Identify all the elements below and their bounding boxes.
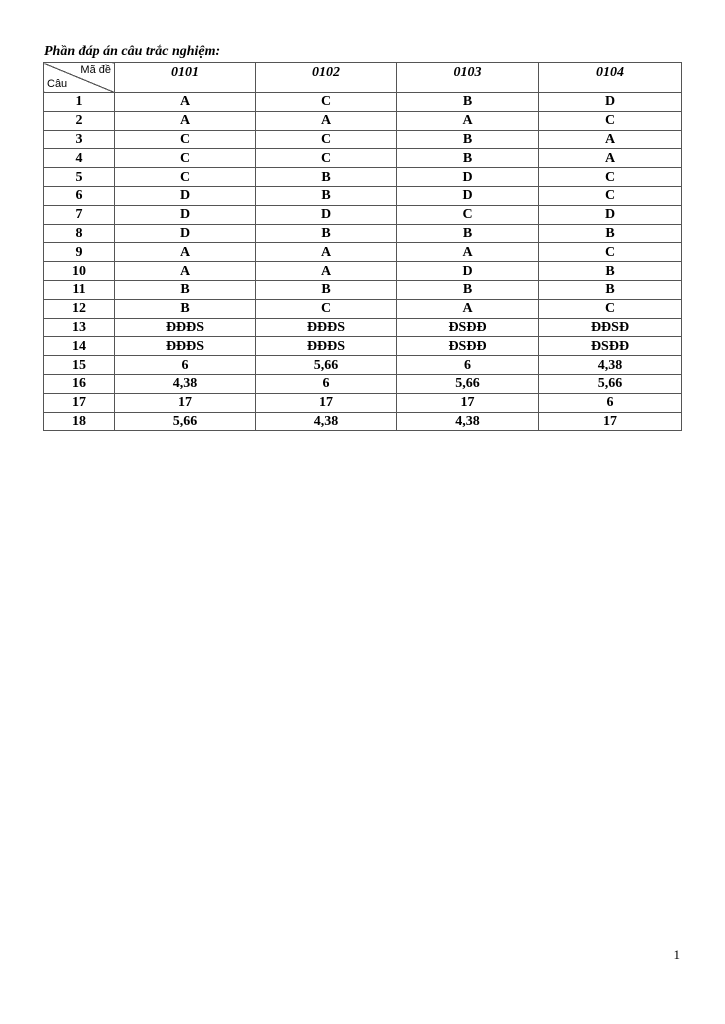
answer-cell: D <box>115 205 256 224</box>
table-row <box>44 93 682 112</box>
answer-cell: 6 <box>256 374 397 393</box>
answer-cell: B <box>256 186 397 205</box>
question-number-cell: 14 <box>44 337 115 356</box>
question-number-cell: 16 <box>44 374 115 393</box>
answer-cell: A <box>256 243 397 262</box>
answer-cell: C <box>397 205 539 224</box>
answer-cell: ĐĐĐS <box>256 337 397 356</box>
exam-code-header: 0101 <box>115 63 256 93</box>
answer-cell: D <box>115 186 256 205</box>
answer-cell: B <box>256 224 397 243</box>
answer-cell: B <box>397 224 539 243</box>
answer-cell: C <box>256 149 397 168</box>
answer-cell: B <box>115 280 256 299</box>
answer-cell: A <box>397 299 539 318</box>
section-title: Phần đáp án câu trắc nghiệm: <box>44 44 221 59</box>
answer-cell: B <box>256 280 397 299</box>
answer-cell: 5,66 <box>115 412 256 431</box>
answer-cell: 17 <box>397 393 539 412</box>
answer-cell: A <box>397 243 539 262</box>
question-number-cell: 18 <box>44 412 115 431</box>
table-row <box>44 393 682 412</box>
answer-cell: B <box>539 262 682 281</box>
answer-cell: A <box>115 111 256 130</box>
answer-cell: B <box>256 168 397 187</box>
answer-cell: C <box>256 93 397 112</box>
table-row <box>44 130 682 149</box>
table-row <box>44 356 682 375</box>
answer-cell: 5,66 <box>397 374 539 393</box>
table-row <box>44 262 682 281</box>
answer-cell: 17 <box>115 393 256 412</box>
answer-cell: B <box>539 224 682 243</box>
answer-cell: A <box>256 111 397 130</box>
answer-cell: A <box>115 262 256 281</box>
table-row <box>44 111 682 130</box>
answer-cell: 4,38 <box>397 412 539 431</box>
answer-cell: D <box>397 186 539 205</box>
question-label: Câu <box>47 78 68 90</box>
table-row <box>44 299 682 318</box>
answer-cell: A <box>115 93 256 112</box>
answer-cell: ĐSĐĐ <box>539 337 682 356</box>
question-number-cell: 15 <box>44 356 115 375</box>
exam-code-header: 0102 <box>256 63 397 93</box>
question-number-cell: 13 <box>44 318 115 337</box>
answer-cell: 5,66 <box>256 356 397 375</box>
answer-cell: ĐĐĐS <box>115 318 256 337</box>
answer-cell: C <box>115 168 256 187</box>
exam-code-header: 0103 <box>397 63 539 93</box>
question-number-cell: 5 <box>44 168 115 187</box>
answer-cell: ĐĐĐS <box>115 337 256 356</box>
table-row <box>44 205 682 224</box>
answer-cell: 6 <box>539 393 682 412</box>
answer-cell: C <box>115 149 256 168</box>
table-row <box>44 318 682 337</box>
corner-header-cell <box>44 63 115 93</box>
answer-cell: C <box>539 186 682 205</box>
table-row <box>44 186 682 205</box>
answer-cell: ĐĐSĐ <box>539 318 682 337</box>
answer-cell: D <box>115 224 256 243</box>
answer-cell: 4,38 <box>256 412 397 431</box>
question-number-cell: 9 <box>44 243 115 262</box>
exam-code-label: Mã đề <box>80 64 111 76</box>
answer-cell: 4,38 <box>539 356 682 375</box>
table-row <box>44 412 682 431</box>
answer-cell: D <box>539 93 682 112</box>
answer-cell: 6 <box>115 356 256 375</box>
answer-cell: B <box>115 299 256 318</box>
answer-cell: ĐSĐĐ <box>397 337 539 356</box>
answer-cell: A <box>256 262 397 281</box>
answer-cell: 4,38 <box>115 374 256 393</box>
answer-cell: D <box>539 205 682 224</box>
answer-cell: D <box>256 205 397 224</box>
question-number-cell: 11 <box>44 280 115 299</box>
answer-cell: B <box>397 149 539 168</box>
answer-cell: C <box>539 168 682 187</box>
question-number-cell: 4 <box>44 149 115 168</box>
answer-cell: A <box>539 149 682 168</box>
answer-cell: C <box>539 243 682 262</box>
answer-cell: C <box>256 299 397 318</box>
question-number-cell: 3 <box>44 130 115 149</box>
table-row <box>44 243 682 262</box>
table-row <box>44 280 682 299</box>
table-row <box>44 149 682 168</box>
answer-cell: 17 <box>256 393 397 412</box>
table-row <box>44 337 682 356</box>
question-number-cell: 2 <box>44 111 115 130</box>
answer-cell: C <box>115 130 256 149</box>
answer-cell: B <box>539 280 682 299</box>
answer-cell: 6 <box>397 356 539 375</box>
answer-key-table <box>43 62 682 431</box>
table-row <box>44 374 682 393</box>
answer-cell: A <box>539 130 682 149</box>
question-number-cell: 17 <box>44 393 115 412</box>
answer-cell: C <box>256 130 397 149</box>
answer-cell: 17 <box>539 412 682 431</box>
page-number: 1 <box>673 947 680 962</box>
exam-code-header: 0104 <box>539 63 682 93</box>
header-row <box>44 63 682 93</box>
question-number-cell: 8 <box>44 224 115 243</box>
answer-cell: A <box>397 111 539 130</box>
answer-cell: A <box>115 243 256 262</box>
answer-cell: D <box>397 168 539 187</box>
answer-cell: 5,66 <box>539 374 682 393</box>
answer-cell: B <box>397 93 539 112</box>
answer-cell: C <box>539 111 682 130</box>
table-row <box>44 168 682 187</box>
question-number-cell: 12 <box>44 299 115 318</box>
question-number-cell: 1 <box>44 93 115 112</box>
answer-cell: D <box>397 262 539 281</box>
answer-table-body <box>44 93 682 431</box>
table-row <box>44 224 682 243</box>
answer-cell: C <box>539 299 682 318</box>
question-number-cell: 6 <box>44 186 115 205</box>
question-number-cell: 10 <box>44 262 115 281</box>
answer-cell: B <box>397 130 539 149</box>
answer-cell: ĐSĐĐ <box>397 318 539 337</box>
answer-cell: B <box>397 280 539 299</box>
question-number-cell: 7 <box>44 205 115 224</box>
answer-cell: ĐĐĐS <box>256 318 397 337</box>
